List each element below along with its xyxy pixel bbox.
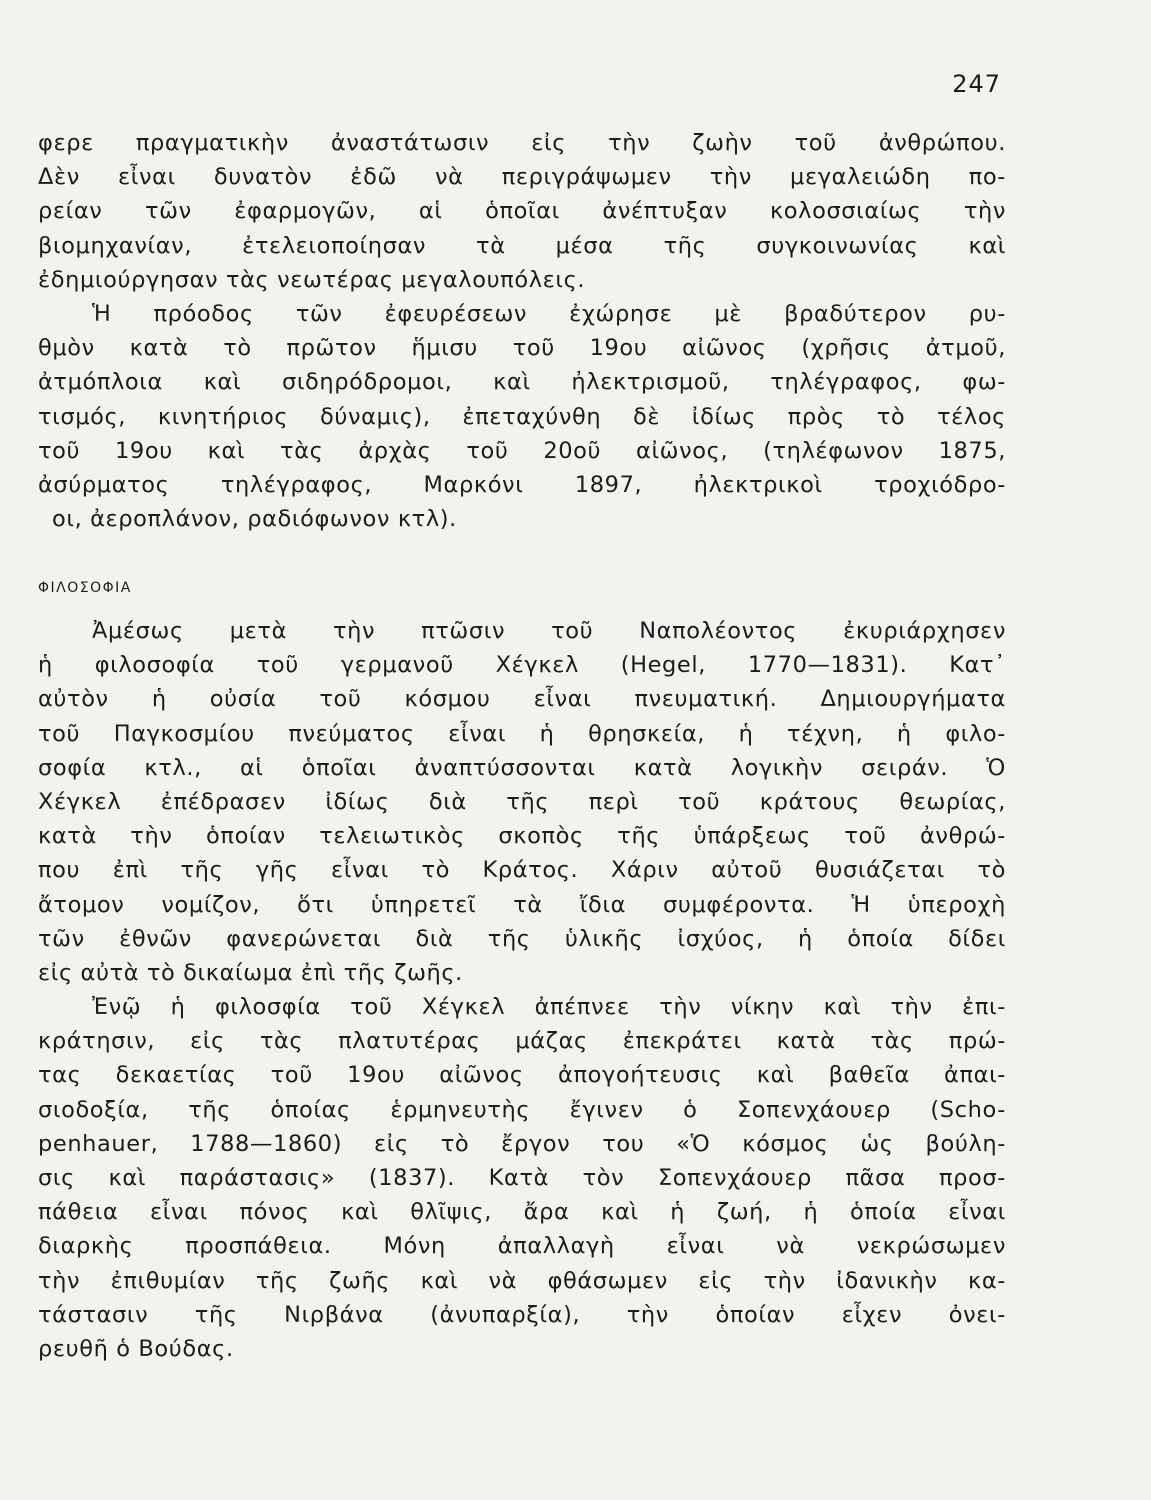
text-line: τισμός, κινητήριος δύναμις), ἐπεταχύνθη δὲ ἰδίως πρὸς τὸ τέλος xyxy=(38,403,1006,430)
text-line: ἐδημιούργησαν τὰς νεωτέρας μεγαλουπόλεις. xyxy=(38,266,586,293)
text-line: τας δεκαετίας τοῦ 19ου αἰῶνος ἀπογοήτευσις καὶ βαθεῖα ἀπαι- xyxy=(38,1062,1006,1089)
text-line: κράτησιν, εἰς τὰς πλατυτέρας μάζας ἐπεκράτει κατὰ τὰς πρώ- xyxy=(38,1028,1006,1055)
text-line: ρείαν τῶν ἐφαρμογῶν, αἱ ὁποῖαι ἀνέπτυξαν κολοσσιαίως τὴν xyxy=(38,198,1006,225)
text-line: ἀσύρματος τηλέγραφος, Μαρκόνι 1897, ἠλεκτρικοὶ τροχιόδρο- xyxy=(38,471,1006,498)
text-line: ἡ φιλοσοφία τοῦ γερμανοῦ Χέγκελ (Hegel, 1770—1831). Κατ᾿ xyxy=(38,652,1006,679)
text-line: ἀτμόπλοια καὶ σιδηρόδρομοι, καὶ ἠλεκτρισμοῦ, τηλέγραφος, φω- xyxy=(38,369,1006,396)
paragraph-1 xyxy=(38,126,1006,297)
text-line: φερε πραγματικὴν ἀναστάτωσιν εἰς τὴν ζωὴν τοῦ ἀνθρώπου. xyxy=(38,130,1006,156)
text-line: Ἐνῷ ἡ φιλοσφία τοῦ Χέγκελ ἀπέπνεε τὴν νίκην καὶ τὴν ἐπι- xyxy=(92,994,1006,1021)
paragraph-4 xyxy=(38,990,1006,1366)
text-block-technology xyxy=(38,126,1006,536)
text-line: ἄτομον νομίζον, ὅτι ὑπηρετεῖ τὰ ἴδια συμφέροντα. Ἡ ὑπεροχὴ xyxy=(38,891,1006,918)
section-heading: ΦΙΛΟΣΟΦΙΑ xyxy=(38,580,132,596)
text-line: τῶν ἐθνῶν φανερώνεται διὰ τῆς ὑλικῆς ἰσχύος, ἡ ὁποία δίδει xyxy=(38,925,1006,952)
text-line: penhauer, 1788—1860) εἰς τὸ ἔργον του «Ὁ κόσμος ὡς βούλη- xyxy=(38,1130,1006,1157)
text-line: διαρκὴς προσπάθεια. Μόνη ἀπαλλαγὴ εἶναι νὰ νεκρώσωμεν xyxy=(38,1233,1006,1260)
paragraph-3 xyxy=(38,614,1006,990)
text-line: τοῦ Παγκοσμίου πνεύματος εἶναι ἡ θρησκεία, ἡ τέχνη, ἡ φιλο- xyxy=(38,720,1006,747)
text-line: Ἀμέσως μετὰ τὴν πτῶσιν τοῦ Ναπολέοντος ἐκυριάρχησεν xyxy=(92,618,1006,644)
page-number: 247 xyxy=(952,70,1001,98)
text-block-philosophy xyxy=(38,614,1006,1366)
text-line: που ἐπὶ τῆς γῆς εἶναι τὸ Κράτος. Χάριν αὐτοῦ θυσιάζεται τὸ xyxy=(38,857,1006,884)
text-line: πάθεια εἶναι πόνος καὶ θλῖψις, ἄρα καὶ ἡ ζωή, ἡ ὁποία εἶναι xyxy=(38,1199,1006,1226)
text-line: οι, ἀεροπλάνον, ραδιόφωνον κτλ). xyxy=(52,506,457,533)
text-line: κατὰ τὴν ὁποίαν τελειωτικὸς σκοπὸς τῆς ὑπάρξεως τοῦ ἀνθρώ- xyxy=(38,823,1006,850)
text-line: τάστασιν τῆς Νιρβάνα (ἀνυπαρξία), τὴν ὁποίαν εἶχεν ὀνει- xyxy=(38,1301,1006,1328)
text-line: αὐτὸν ἡ οὐσία τοῦ κόσμου εἶναι πνευματική. Δημιουργήματα xyxy=(38,686,1006,713)
text-line: σις καὶ παράστασις» (1837). Κατὰ τὸν Σοπενχάουερ πᾶσα προσ- xyxy=(38,1165,1006,1191)
text-line: σιοδοξία, τῆς ὁποίας ἑρμηνευτὴς ἔγινεν ὁ Σοπενχάουερ (Scho- xyxy=(38,1096,1006,1123)
text-line: θμὸν κατὰ τὸ πρῶτον ἥμισυ τοῦ 19ου αἰῶνος (χρῆσις ἀτμοῦ, xyxy=(38,335,1006,362)
text-line: τοῦ 19ου καὶ τὰς ἀρχὰς τοῦ 20οῦ αἰῶνος, (τηλέφωνον 1875, xyxy=(38,437,1006,464)
text-line: ρευθῆ ὁ Βούδας. xyxy=(38,1335,234,1362)
text-line: Χέγκελ ἐπέδρασεν ἰδίως διὰ τῆς περὶ τοῦ κράτους θεωρίας, xyxy=(38,788,1006,815)
text-line: σοφία κτλ., αἱ ὁποῖαι ἀναπτύσσονται κατὰ λογικὴν σειράν. Ὁ xyxy=(38,754,1006,781)
text-line: τὴν ἐπιθυμίαν τῆς ζωῆς καὶ νὰ φθάσωμεν εἰς τὴν ἰδανικὴν κα- xyxy=(38,1267,1006,1294)
paragraph-2 xyxy=(38,297,1006,536)
text-line: εἰς αὐτὰ τὸ δικαίωμα ἐπὶ τῆς ζωῆς. xyxy=(38,959,463,986)
text-line: βιομηχανίαν, ἐτελειοποίησαν τὰ μέσα τῆς συγκοινωνίας καὶ xyxy=(38,232,1006,259)
text-line: Ἡ πρόοδος τῶν ἐφευρέσεων ἐχώρησε μὲ βραδύτερον ρυ- xyxy=(92,300,1006,327)
text-line: Δὲν εἶναι δυνατὸν ἐδῶ νὰ περιγράψωμεν τὴν μεγαλειώδη πο- xyxy=(38,164,1006,191)
